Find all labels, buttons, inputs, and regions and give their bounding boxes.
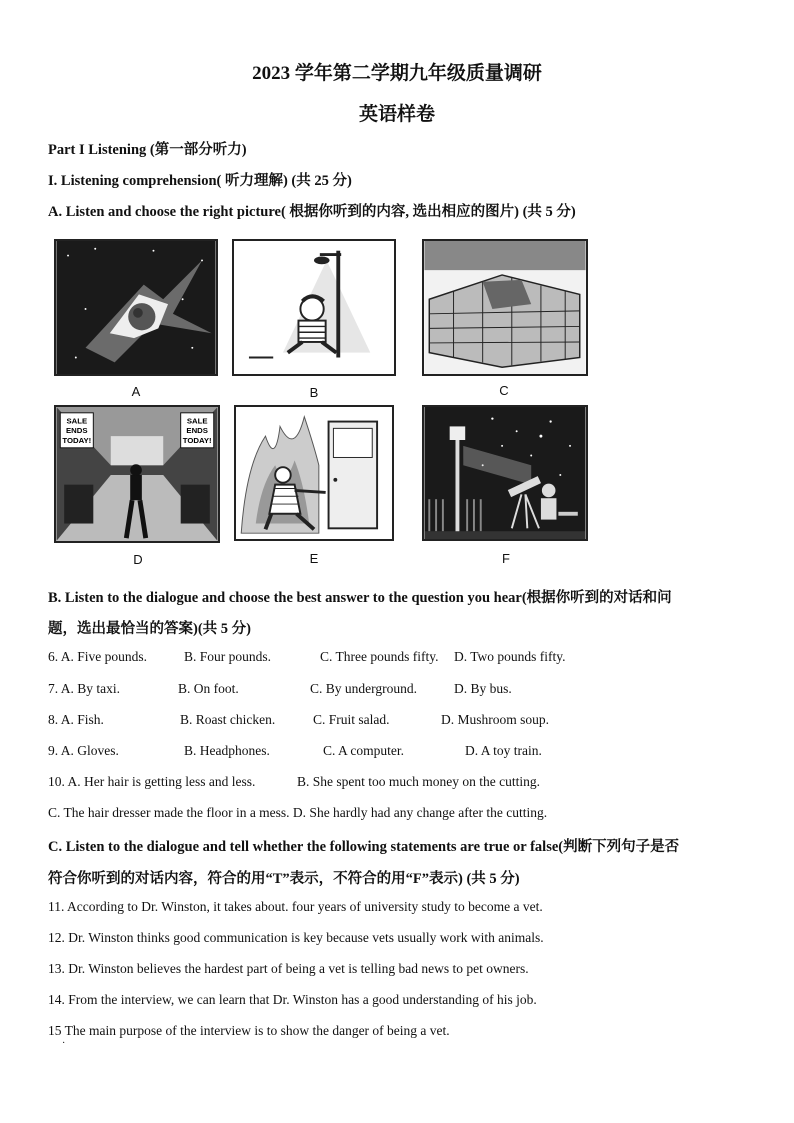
- q6-option-a: 6. A. Five pounds.: [48, 649, 148, 664]
- section-b-heading-line1: B. Listen to the dialogue and choose the best answer to the question you hear(根据你听到的对话和问: [48, 590, 672, 606]
- section-a-heading: A. Listen and choose the right picture( 根据你听到的内容, 选出相应的图片) (共 5 分): [48, 204, 576, 220]
- q8-option-d: D. Mushroom soup.: [441, 712, 550, 727]
- q13-statement: 13. Dr. Winston believes the hardest part of being a vet is telling bad news to pet owners.: [48, 961, 529, 976]
- q10-options-c-d: C. The hair dresser made the floor in a mess. D. She hardly had any change after the cutting.: [48, 805, 548, 820]
- q7-option-b: B. On foot.: [178, 681, 239, 696]
- q8-option-b: B. Roast chicken.: [180, 712, 276, 727]
- q9-option-c: C. A computer.: [323, 743, 404, 758]
- section-c-heading-line1: C. Listen to the dialogue and tell whether the following statements are true or false(判断下列句子是否: [48, 839, 680, 855]
- q6-option-c: C. Three pounds fifty.: [320, 649, 439, 664]
- meteor-explosion-illustration: [56, 241, 216, 374]
- picture-e-label: E: [309, 551, 319, 566]
- picture-b-label: B: [309, 385, 319, 400]
- picture-a-label: A: [131, 384, 141, 399]
- section-b-heading-line2: 题，选出最恰当的答案)(共 5 分): [48, 621, 251, 637]
- picture-f: [422, 405, 588, 541]
- footer-mark: ·: [62, 1038, 66, 1049]
- section-c-heading-line2: 符合你听到的对话内容，符合的用“T”表示，不符合的用“F”表示) (共 5 分): [48, 871, 520, 887]
- q6-option-b: B. Four pounds.: [184, 649, 272, 664]
- q7-option-d: D. By bus.: [454, 681, 512, 696]
- picture-c: [422, 239, 588, 376]
- q9-option-a: 9. A. Gloves.: [48, 743, 119, 758]
- sale-sign-left-line1: SALE: [66, 416, 88, 426]
- q8-option-a: 8. A. Fish.: [48, 712, 104, 727]
- q14-statement: 14. From the interview, we can learn that Dr. Winston has a good understanding of his job.: [48, 992, 537, 1007]
- q15-statement: 15 The main purpose of the interview is to show the danger of being a vet.: [48, 1023, 450, 1038]
- q8-option-c: C. Fruit salad.: [313, 712, 390, 727]
- q10-option-a: 10. A. Her hair is getting less and less.: [48, 774, 256, 789]
- picture-e: [234, 405, 394, 541]
- picture-d: [54, 405, 220, 543]
- q11-statement: 11. According to Dr. Winston, it takes about. four years of university study to become a vet.: [48, 899, 543, 914]
- section-i-heading: I. Listening comprehension( 听力理解) (共 25 分): [48, 173, 352, 189]
- sale-sign-right-line2: ENDS: [186, 426, 208, 436]
- picture-c-label: C: [499, 383, 509, 398]
- picture-a: [54, 239, 218, 376]
- picture-d-label: D: [133, 552, 143, 567]
- picture-f-label: F: [502, 551, 510, 566]
- picture-b: [232, 239, 396, 376]
- sale-sign-left-line2: ENDS: [66, 426, 88, 436]
- collapsed-building-illustration: [424, 241, 586, 374]
- q7-option-c: C. By underground.: [310, 681, 417, 696]
- q6-option-d: D. Two pounds fifty.: [454, 649, 566, 664]
- child-streetlight-illustration: [234, 241, 394, 374]
- q9-option-d: D. A toy train.: [465, 743, 542, 758]
- page-title: 2023 学年第二学期九年级质量调研: [252, 63, 542, 84]
- part1-heading: Part I Listening (第一部分听力): [48, 142, 247, 158]
- sale-sign-left-line3: TODAY!: [62, 435, 92, 445]
- sale-sign-right-line1: SALE: [186, 416, 208, 426]
- q7-option-a: 7. A. By taxi.: [48, 681, 121, 696]
- q9-option-b: B. Headphones.: [184, 743, 270, 758]
- sale-sign-right-line3: TODAY!: [182, 435, 212, 445]
- stargazing-illustration: [424, 407, 586, 539]
- q10-option-b: B. She spent too much money on the cutting.: [297, 774, 540, 789]
- store-sale-illustration: [56, 407, 218, 541]
- q12-statement: 12. Dr. Winston thinks good communication is key because vets usually work with animals.: [48, 930, 544, 945]
- girl-fire-illustration: [236, 407, 392, 539]
- page-subtitle: 英语样卷: [358, 104, 435, 125]
